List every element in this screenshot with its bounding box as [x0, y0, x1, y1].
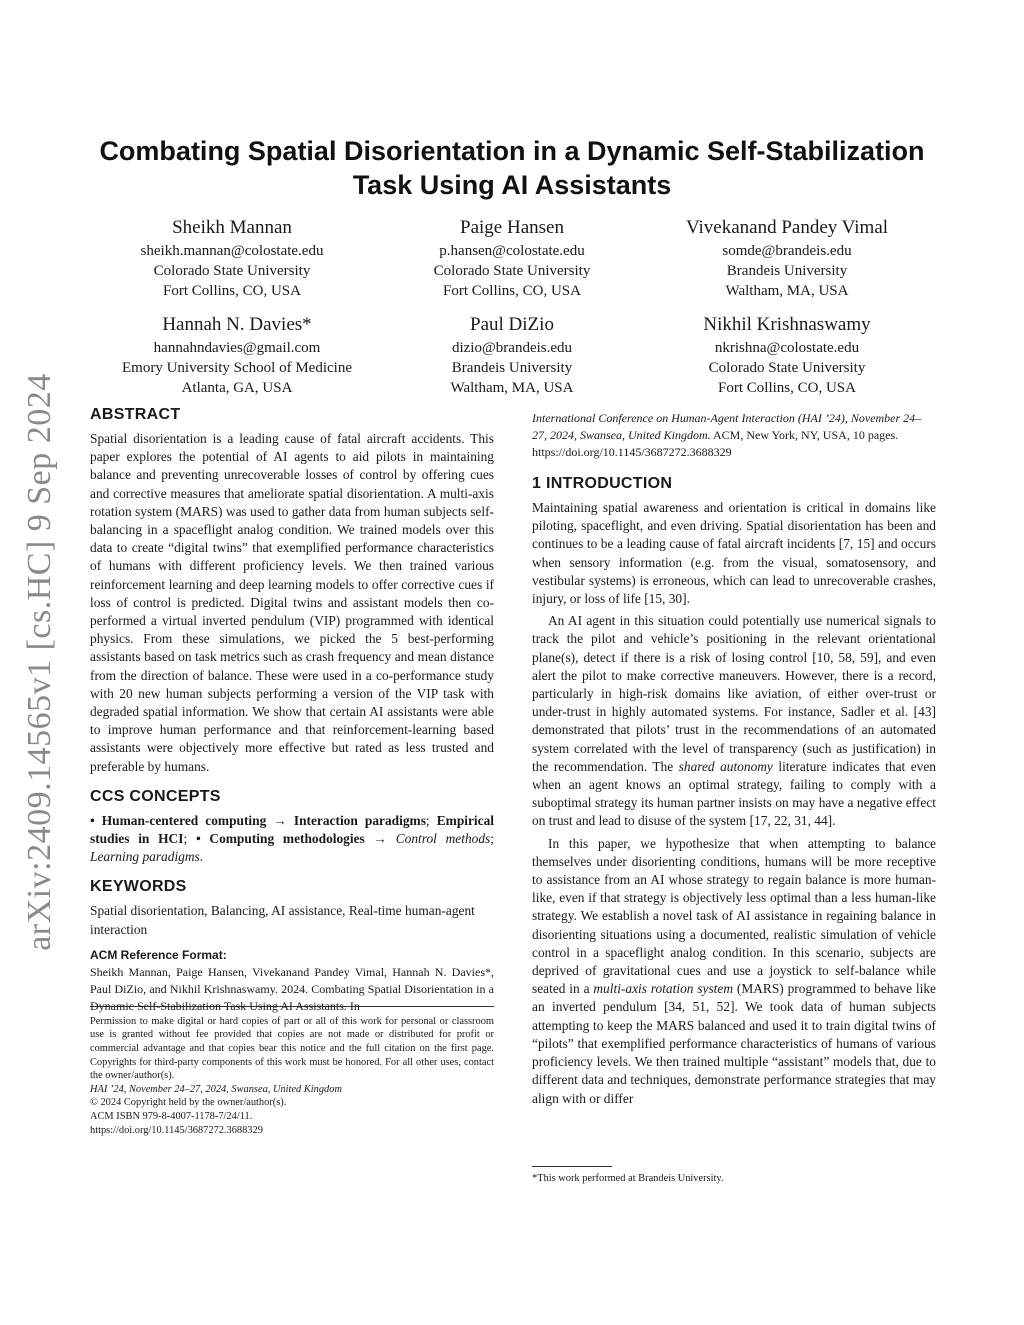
author-block: [92, 313, 382, 398]
author-location: Fort Collins, CO, USA: [718, 380, 856, 396]
author-block: [642, 216, 932, 301]
author-block: [87, 216, 377, 301]
author-name: Nikhil Krishnaswamy: [703, 314, 871, 335]
copyright-line: © 2024 Copyright held by the owner/author(s).: [90, 1097, 287, 1109]
paragraph-text: (MARS) programmed to behave like an inverted pendulum [34, 51, 52]. We took data of human subjects attempting to keep the MARS balanced and used it to train digital twins of “pilots” that exemplified performance characteristics of humans of various proficiency levels. We then trained multiple “assistant” models that, due to different data and techniques, demonstrate performance strategies that may align with or differ: [532, 981, 936, 1106]
author-location: Fort Collins, CO, USA: [163, 283, 301, 299]
ccs-arrow: →: [266, 812, 294, 828]
author-block: [367, 216, 657, 301]
author-affiliation: Emory University School of Medicine: [122, 360, 352, 376]
paragraph-text: In this paper, we hypothesize that when attempting to balance themselves under disorienting conditions, humans will be more receptive to assistance from an AI whose strategy to regain balance is more human-like, even if that strategy is objectively less optimal than a less human-like strategy. We establish a novel task of AI assistance in regaining balance in disorienting situations using a documented, realistic simulation of vehicle control in a spaceflight analog condition. In this scenario, subjects are deprived of gravitational cues and use a joystick to self-balance while seated in a: [532, 835, 936, 997]
ccs-separator: ;: [183, 831, 196, 847]
paragraph-text: An AI agent in this situation could potentially use numerical signals to track the pilot and vehicle’s positioning in the relevant orientational plane(s), detect if there is a risk of losing control [10, 58, 59], and even alert the pilot to make corrective maneuvers. However, there is a record, particularly in high-risk domains like aviation, of either over-trust or under-trust in highly automated systems. For instance, Sadler et al. [43] demonstrated that pilots’ trust in the recommendations of an automated system correlated with the level of transparency (such as justification) in the recommendation. The: [532, 613, 936, 774]
acm-reference-heading: ACM Reference Format:: [90, 947, 227, 962]
emphasis: multi-axis rotation system: [593, 981, 734, 997]
reference-tail: ACM, New York, NY, USA, 10 pages. https://doi.org/10.1145/3687272.3688329: [532, 428, 899, 459]
right-column: [532, 410, 936, 1108]
isbn-line: ACM ISBN 979-8-4007-1178-7/24/11.: [90, 1111, 253, 1123]
reference-venue: International Conference on Human-Agent Interaction (HAI ’24), November 24–27, 2024, Swansea, United Kingdom.: [532, 411, 922, 442]
author-name: Paul DiZio: [470, 314, 554, 335]
keywords-text: Spatial disorientation, Balancing, AI assistance, Real-time human-agent interaction: [90, 903, 475, 937]
author-name: Paige Hansen: [460, 217, 564, 238]
ccs-concepts: [90, 812, 494, 867]
ccs-separator: ;: [490, 831, 494, 847]
ccs-term: Empirical studies in HCI: [90, 812, 495, 847]
author-email: sheikh.mannan@colostate.edu: [140, 243, 324, 259]
ccs-end: .: [199, 849, 204, 865]
ccs-heading: CCS CONCEPTS: [90, 787, 221, 805]
title-line-2: Task Using AI Assistants: [352, 170, 672, 200]
intro-paragraph-3: [532, 835, 936, 1108]
intro-paragraph-2: [532, 612, 936, 830]
doi-line: https://doi.org/10.1145/3687272.3688329: [90, 1124, 263, 1136]
author-name: Vivekanand Pandey Vimal: [685, 217, 889, 238]
author-name: Hannah N. Davies*: [162, 314, 312, 335]
author-block: [367, 313, 657, 398]
abstract-text: Spatial disorientation is a leading cause of fatal aircraft accidents. This paper explores the potential of AI agents to aid pilots in maintaining balance and preventing unrecoverable losses of control by offering cues and corrective measures that ameliorate spatial disorientation. A multi-axis rotation system (MARS) was used to gather data from human subjects self-balancing in a spaceflight analog condition. We trained models over this data to create “digital twins” that exemplified performance characteristics of humans with different proficiency levels. We then trained various reinforcement learning and deep learning models to offer corrective cues if loss of control is predicted. Digital twins and assistant models then co-performed a virtual inverted pendulum (VIP) programmed with identical physics. From these simulations, we picked the 5 best-performing assistants based on task metrics such as crash frequency and mean distance from the direction of balance. These were used in a co-performance study with 20 new human subjects performing a version of the VIP task with degraded spatial information. We show that certain AI assistants were able to improve human performance and that reinforcement-learning based assistants were objectively more effective but rated as less trusted and preferable by humans.: [90, 431, 494, 774]
author-affiliation: Brandeis University: [451, 360, 573, 376]
paragraph-text: literature indicates that even when an agent knows an optimal strategy, failing to comply with a suboptimal strategy its human partner insists on may have a negative effect on trust and lead to disuse of the system [17, 22, 31, 44].: [532, 758, 937, 829]
author-email: nkrishna@colostate.edu: [714, 340, 860, 356]
ccs-term: Control methods: [395, 831, 491, 847]
paper-title: [80, 134, 944, 202]
ccs-term: Interaction paradigms: [293, 812, 426, 828]
footnote: *This work performed at Brandeis University.: [532, 1173, 724, 1184]
abstract-heading: ABSTRACT: [90, 406, 181, 423]
acm-reference-text: Sheikh Mannan, Paige Hansen, Vivekanand Pandey Vimal, Hannah N. Davies*, Paul DiZio, and Nikhil Krishnaswamy. 2024. Combating Spatial Disorientation in a Dynamic Self-Stabilization Task Using AI Assistants. In: [90, 964, 494, 1013]
left-column: [90, 404, 494, 1137]
arxiv-stamp: [14, 366, 66, 958]
author-location: Fort Collins, CO, USA: [443, 283, 581, 299]
author-affiliation: Colorado State University: [153, 263, 311, 279]
permission-notice: [90, 1015, 494, 1137]
ccs-term: • Computing methodologies: [195, 831, 365, 847]
title-line-1: Combating Spatial Disorientation in a Dynamic Self-Stabilization: [99, 136, 925, 166]
author-email: p.hansen@colostate.edu: [439, 243, 585, 259]
keywords-heading: KEYWORDS: [90, 878, 187, 896]
author-name: Sheikh Mannan: [172, 217, 292, 238]
author-email: hannahndavies@gmail.com: [153, 340, 321, 356]
intro-paragraph-1: Maintaining spatial awareness and orientation is critical in domains like piloting, spaceflight, and even driving. Spatial disorientation has been and continues to be a leading cause of fatal aircraft incidents [7, 15] and occurs when sensory information (e.g. from the visual, somatosensory, and vestibular systems) is erroneous, which can lead to unrecoverable crashes, injury, or loss of life [15, 30].: [532, 500, 936, 607]
author-email: somde@brandeis.edu: [722, 243, 852, 259]
author-location: Waltham, MA, USA: [450, 380, 574, 396]
ccs-term: Learning paradigms: [90, 849, 200, 865]
emphasis: shared autonomy: [678, 758, 773, 774]
author-email: dizio@brandeis.edu: [451, 340, 573, 356]
author-affiliation: Brandeis University: [726, 263, 848, 279]
footnote-divider: [532, 1166, 612, 1167]
author-affiliation: Colorado State University: [433, 263, 591, 279]
author-block: [642, 313, 932, 398]
ccs-arrow: →: [364, 831, 396, 847]
acm-reference-continued: [532, 410, 936, 461]
introduction-heading: 1 INTRODUCTION: [532, 475, 673, 492]
ccs-separator: ;: [425, 812, 437, 828]
author-affiliation: Colorado State University: [708, 360, 866, 376]
ccs-term: • Human-centered computing: [90, 812, 267, 828]
conference-line: HAI ’24, November 24–27, 2024, Swansea, United Kingdom: [90, 1083, 342, 1095]
author-location: Waltham, MA, USA: [725, 283, 849, 299]
author-location: Atlanta, GA, USA: [181, 380, 293, 396]
permission-text: Permission to make digital or hard copies of part or all of this work for personal or classroom use is granted without fee provided that copies are not made or distributed for profit or commercial advantage and that copies bear this notice and the full citation on the first page. Copyrights for third-party components of this work must be honored. For all other uses, contact the owner/author(s).: [90, 1015, 494, 1082]
arxiv-identifier: arXiv:2409.14565v1 [cs.HC] 9 Sep 2024: [21, 373, 58, 951]
